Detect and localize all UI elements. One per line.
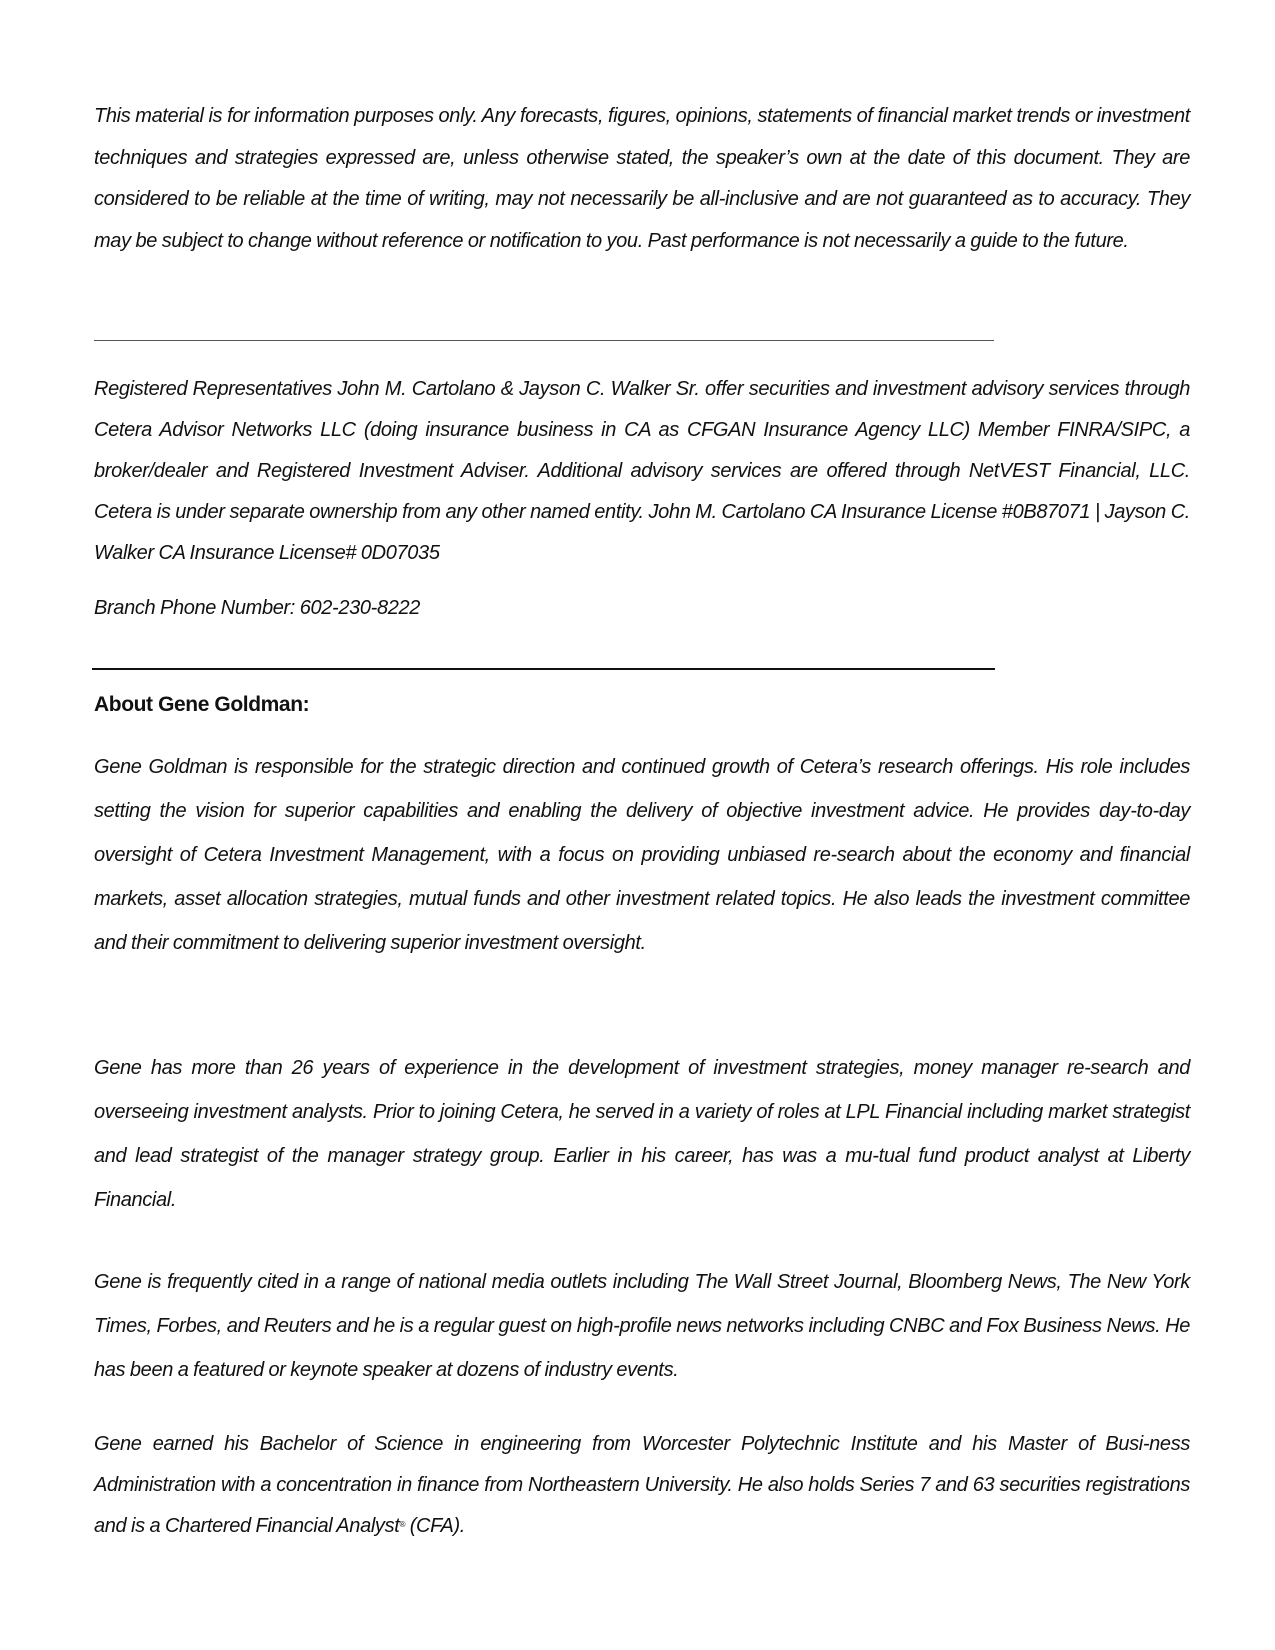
bio-paragraph-text: [94, 1424, 1190, 1547]
branch-phone: [94, 590, 1190, 626]
bio-paragraph-text: Gene Goldman is responsible for the strategic direction and continued growth of Cetera’s research offerings. His role includes setting the vision for superior capabilities and enabling the delivery of objective investment advice. He provides day-to-day oversight of Cetera Investment Management, with a focus on providing unbiased re-search about the economy and financial markets, asset allocation strategies, mutual funds and other investment related topics. He also leads the investment committee and their commitment to delivering superior investment oversight.: [94, 756, 1190, 954]
about-heading: About Gene Goldman:: [94, 693, 310, 716]
bio-paragraph-text: Gene has more than 26 years of experience in the development of investment strategies, money manager re-search and overseeing investment analysts. Prior to joining Cetera, he served in a variety of roles at LPL Financial including market strategist and lead strategist of the manager strategy group. Earlier in his career, has was a mu-tual fund product analyst at Liberty Financial.: [94, 1057, 1190, 1211]
disclaimer-paragraph: [94, 96, 1190, 262]
section-divider: [94, 340, 994, 341]
disclaimer-text: This material is for information purposes only. Any forecasts, figures, opinions, statements of financial market trends or investment techniques and strategies expressed are, unless otherwise stated, the speaker’s own at the date of this document. They are considered to be reliable at the time of writing, may not necessarily be all-inclusive and are not guaranteed as to accuracy. They may be subject to change without reference or notification to you. Past performance is not necessarily a guide to the future.: [94, 105, 1190, 252]
branch-phone-label: Branch Phone Number:: [94, 597, 296, 619]
section-divider-bold: [92, 668, 995, 670]
bio-paragraph: [94, 745, 1190, 965]
education-text: Gene earned his Bachelor of Science in engineering from Worcester Polytechnic Institute and his Master of Busi-ness Administration with a concentration in finance from Northeastern University. He also holds Series 7 and 63 securities registrations and is a Chartered Financial Analyst: [94, 1433, 1190, 1537]
representatives-text: Registered Representatives John M. Cartolano & Jayson C. Walker Sr. offer securities and investment advisory services through Cetera Advisor Networks LLC (doing insurance business in CA as CFGAN Insurance Agency LLC) Member FINRA/SIPC, a broker/dealer and Registered Investment Adviser. Additional advisory services are offered through NetVEST Financial, LLC. Cetera is under separate ownership from any other named entity. John M. Cartolano CA Insurance License #0B87071 | Jayson C. Walker CA Insurance License# 0D07035: [94, 378, 1190, 564]
bio-paragraph: [94, 1046, 1190, 1222]
bio-paragraph: [94, 1260, 1190, 1392]
education-text-end: (CFA).: [404, 1515, 465, 1537]
branch-phone-number: 602-230-8222: [299, 597, 421, 619]
representatives-paragraph: [94, 369, 1190, 574]
bio-paragraph-text: Gene is frequently cited in a range of national media outlets including The Wall Street Journal, Bloomberg News, The New York Times, Forbes, and Reuters and he is a regular guest on high-profile news networks including CNBC and Fox Business News. He has been a featured or keynote speaker at dozens of industry events.: [94, 1271, 1190, 1381]
bio-paragraph-education: [94, 1424, 1190, 1547]
registered-mark: ®: [399, 1520, 405, 1529]
